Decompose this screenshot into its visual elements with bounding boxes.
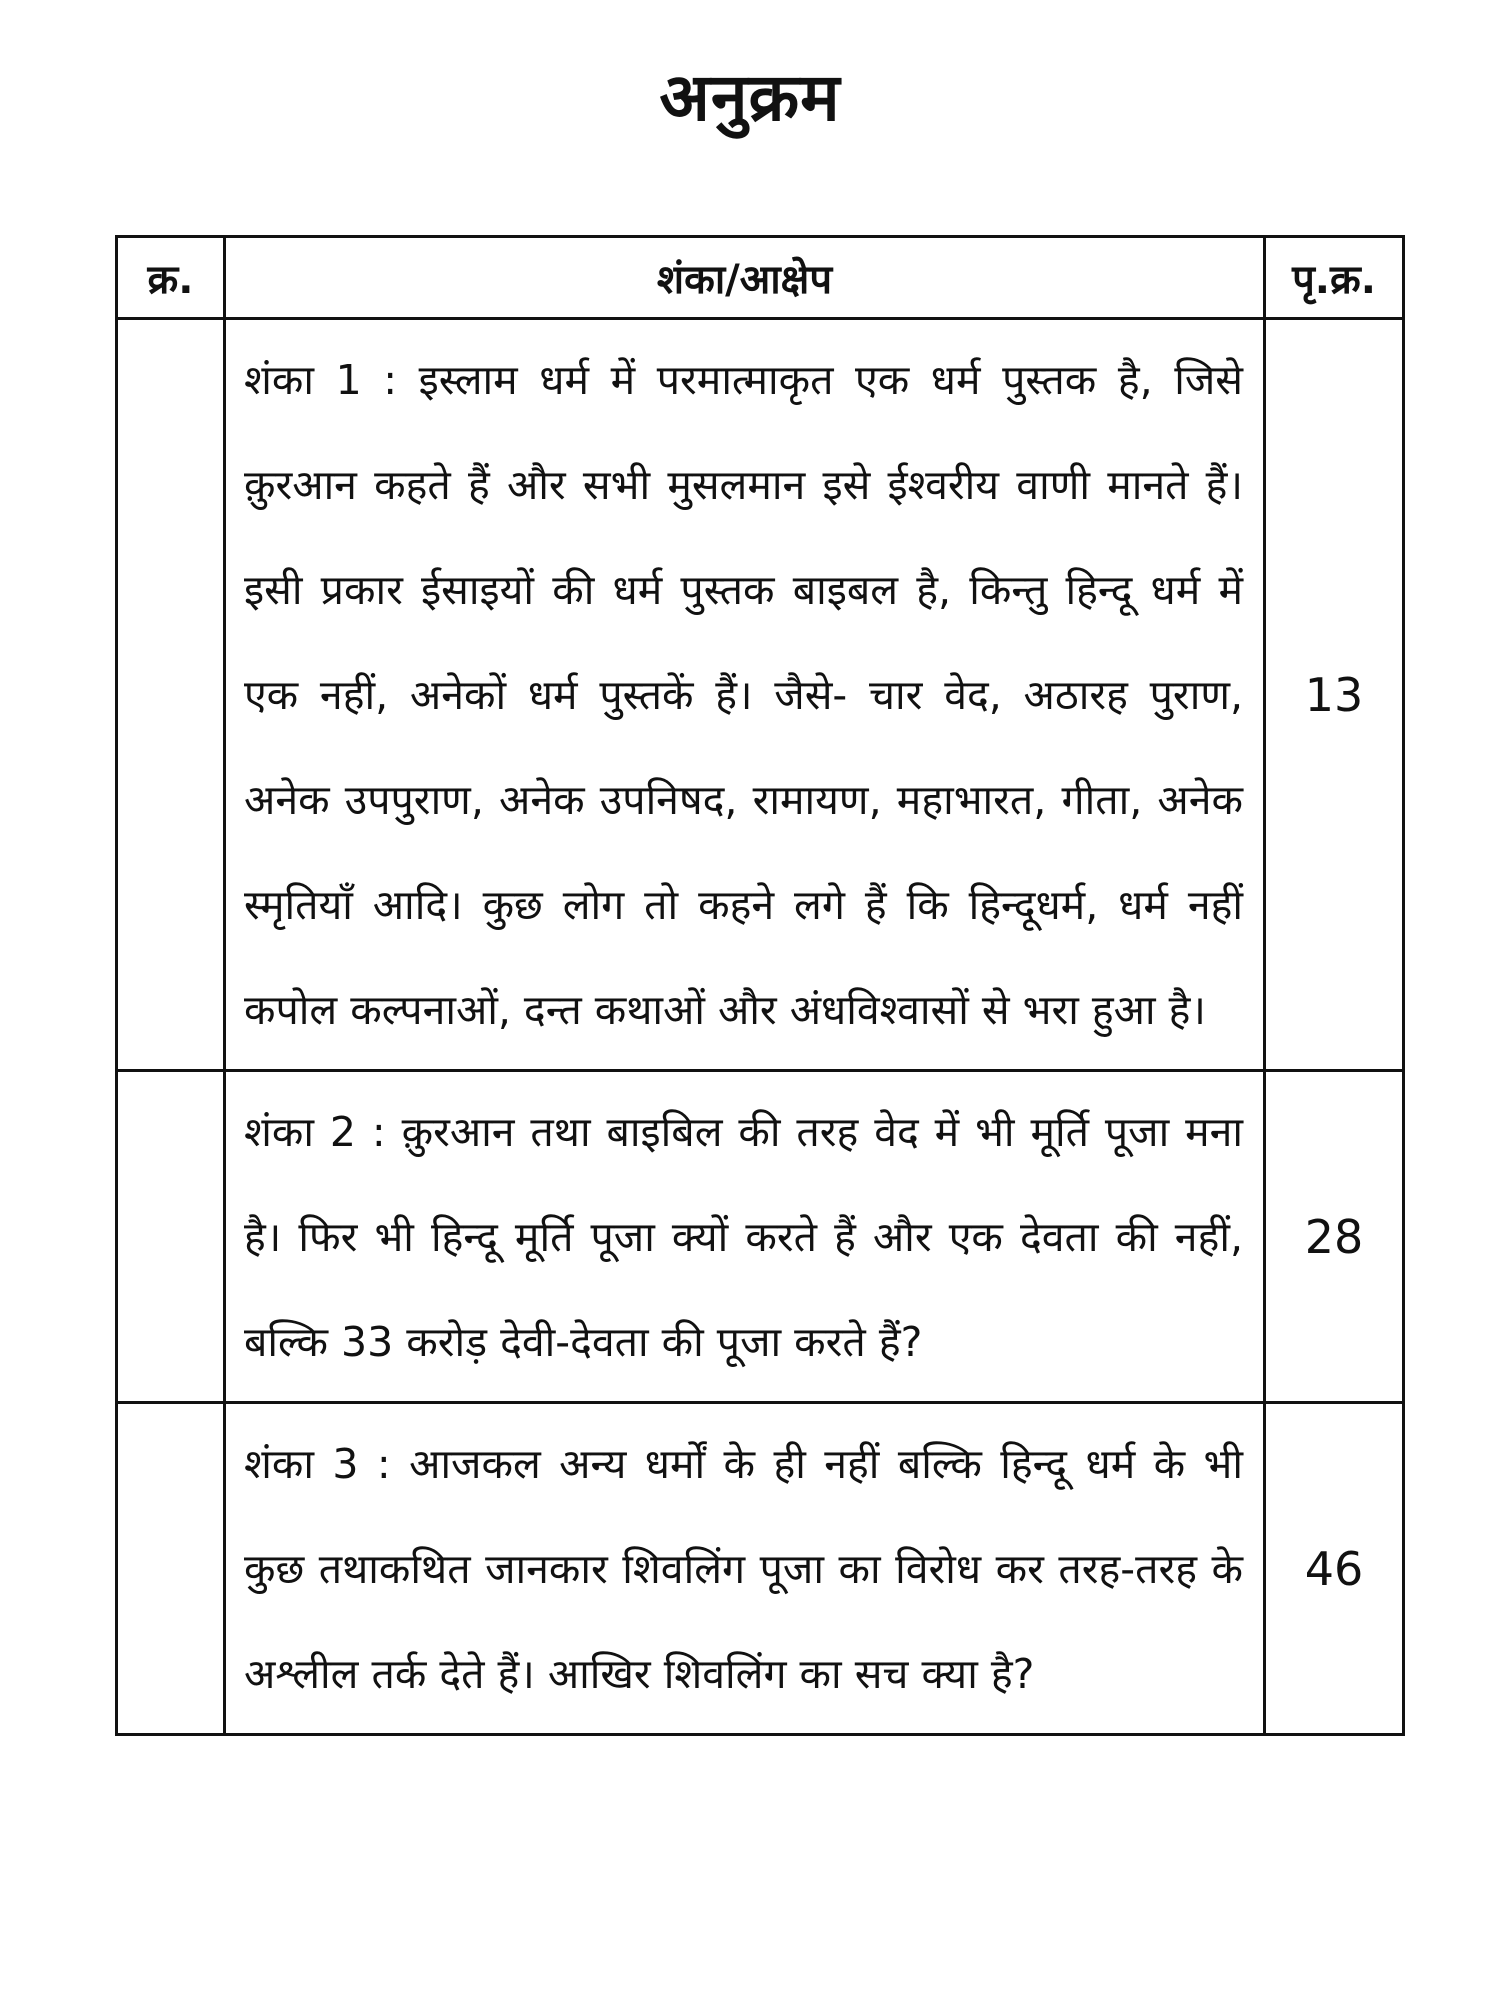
- page-column-header: पृ.क्र.: [1265, 237, 1404, 319]
- page-title: अनुक्रम: [659, 59, 841, 136]
- table-header-row: [117, 237, 1404, 319]
- serial-cell: [117, 1071, 225, 1403]
- serial-column-header: क्र.: [117, 237, 225, 319]
- serial-cell: [117, 1403, 225, 1735]
- question-column-header: शंका/आक्षेप: [225, 237, 1265, 319]
- serial-cell: [117, 319, 225, 1071]
- question-text: शंका 3 : आजकल अन्य धर्मों के ही नहीं बल्कि हिन्दू धर्म के भी कुछ तथाकथित जानकार शिवलिंग पूजा का विरोध कर तरह-तरह के अश्लील तर्क देते हैं। आखिर शिवलिंग का सच क्या है?: [225, 1403, 1265, 1735]
- table-row: [117, 1071, 1404, 1403]
- table-row: [117, 319, 1404, 1071]
- page-number: 46: [1265, 1403, 1404, 1735]
- contents-table: [115, 235, 1405, 1736]
- page-number: 28: [1265, 1071, 1404, 1403]
- question-text: शंका 1 : इस्लाम धर्म में परमात्माकृत एक धर्म पुस्तक है, जिसे क़ुरआन कहते हैं और सभी मुसलमान इसे ईश्वरीय वाणी मानते हैं। इसी प्रकार ईसाइयों की धर्म पुस्तक बाइबल है, किन्तु हिन्दू धर्म में एक नहीं, अनेकों धर्म पुस्तकें हैं। जैसे- चार वेद, अठारह पुराण, अनेक उपपुराण, अनेक उपनिषद, रामायण, महाभारत, गीता, अनेक स्मृतियाँ आदि। कुछ लोग तो कहने लगे हैं कि हिन्दूधर्म, धर्म नहीं कपोल कल्पनाओं, दन्त कथाओं और अंधविश्वासों से भरा हुआ है।: [225, 319, 1265, 1071]
- question-text: शंका 2 : क़ुरआन तथा बाइबिल की तरह वेद में भी मूर्ति पूजा मना है। फिर भी हिन्दू मूर्ति पूजा क्यों करते हैं और एक देवता की नहीं, बल्कि 33 करोड़ देवी-देवता की पूजा करते हैं?: [225, 1071, 1265, 1403]
- page-number: 13: [1265, 319, 1404, 1071]
- table-row: [117, 1403, 1404, 1735]
